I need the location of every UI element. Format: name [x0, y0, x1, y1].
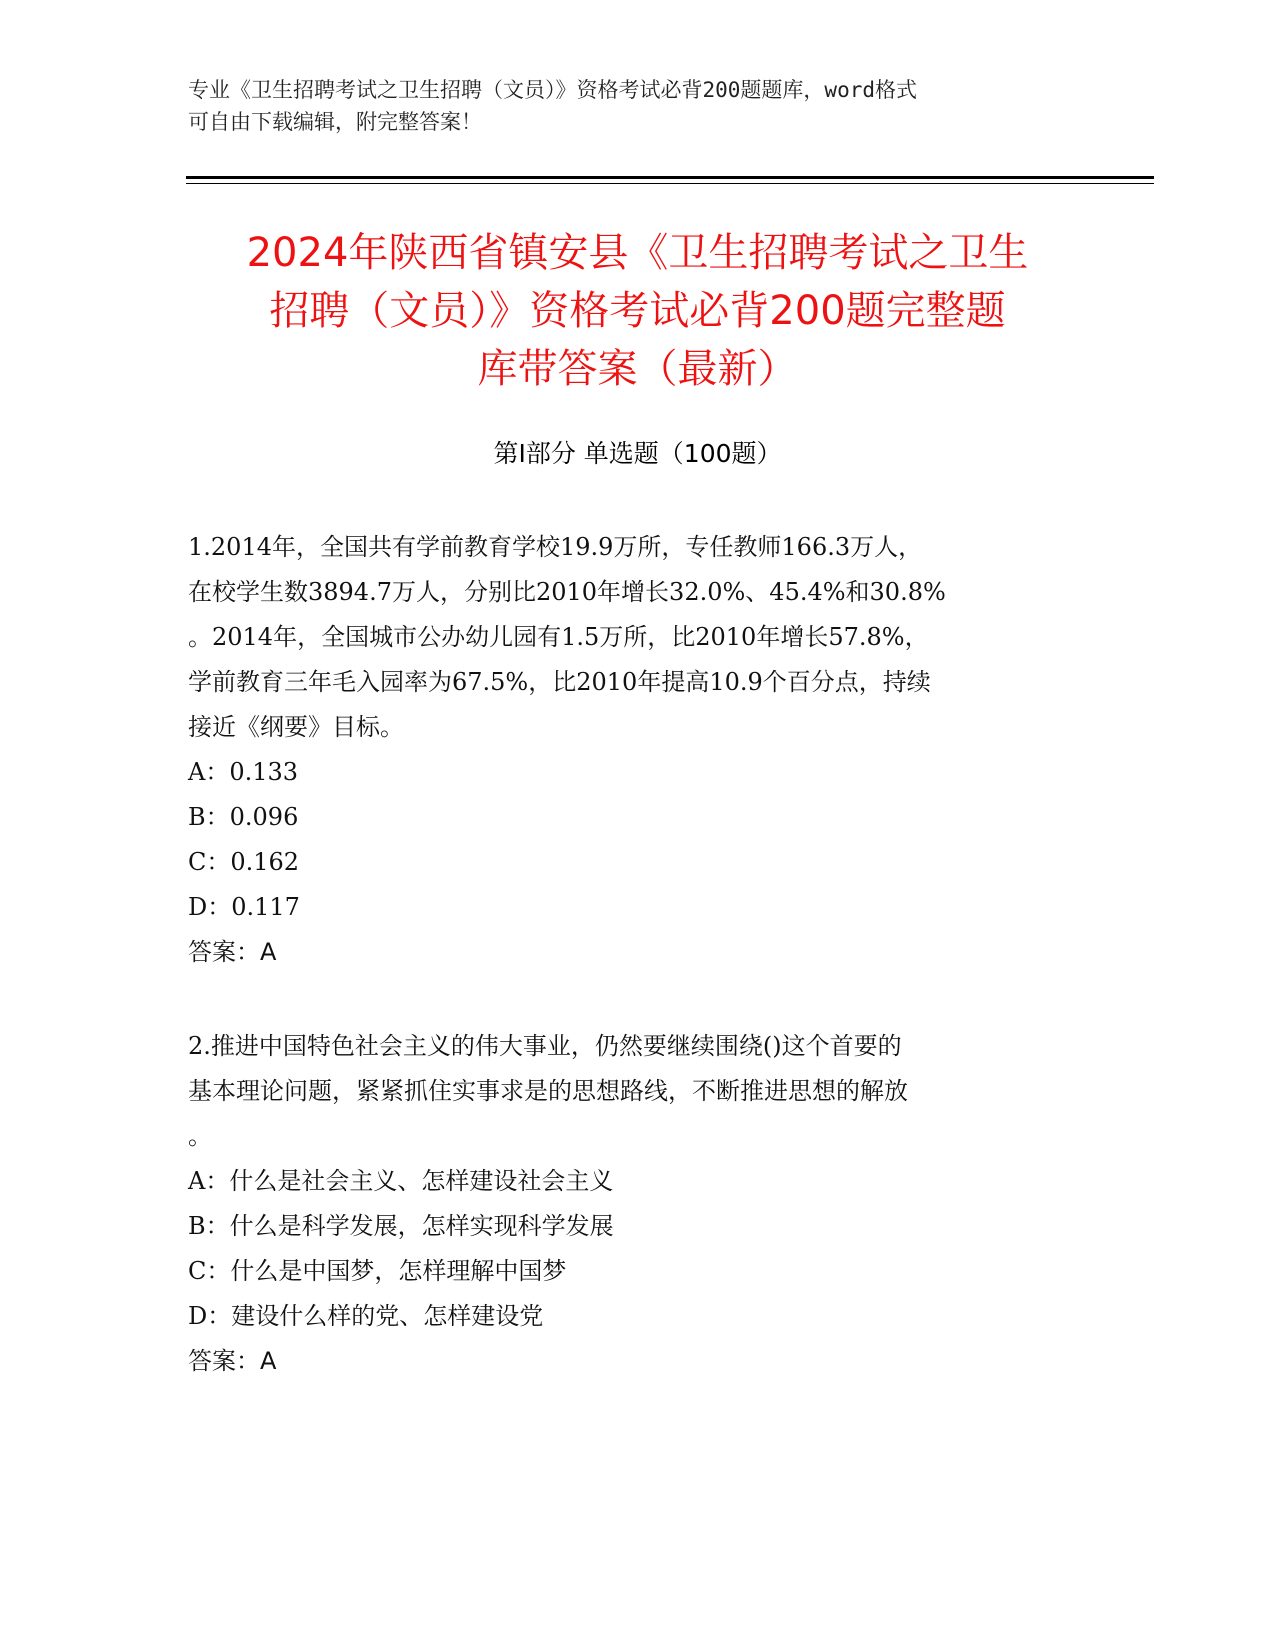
option-c: C：什么是中国梦，怎样理解中国梦	[188, 1257, 567, 1285]
title-line-3: 库带答案（最新）	[477, 346, 798, 392]
option-b: B：0.096	[188, 803, 299, 831]
question-stem-line: 学前教育三年毛入园率为67.5%，比2010年提高10.9个百分点，持续	[188, 668, 931, 696]
document-title	[150, 224, 1125, 398]
option-d: D：建设什么样的党、怎样建设党	[188, 1302, 544, 1330]
header-divider-thin	[186, 183, 1154, 184]
option-c: C：0.162	[188, 848, 300, 876]
question-stem-line: 在校学生数3894.7万人，分别比2010年增长32.0%、45.4%和30.8%	[188, 578, 946, 606]
question-stem-line: 。2014年，全国城市公办幼儿园有1.5万所，比2010年增长57.8%，	[188, 623, 929, 651]
question-stem-line: 2.推进中国特色社会主义的伟大事业，仍然要继续围绕()这个首要的	[188, 1032, 902, 1060]
title-line-2: 招聘（文员）》资格考试必背200题完整题	[269, 288, 1006, 334]
title-line-1: 2024年陕西省镇安县《卫生招聘考试之卫生	[246, 230, 1029, 276]
question-2	[188, 1024, 1088, 1384]
answer-text: 答案：A	[188, 938, 277, 966]
header-note	[188, 74, 1078, 138]
option-a: A：0.133	[188, 758, 299, 786]
header-note-line-2: 可自由下载编辑，附完整答案！	[188, 110, 482, 134]
header-divider-thick	[186, 176, 1154, 179]
question-1	[188, 525, 1088, 975]
option-a: A：什么是社会主义、怎样建设社会主义	[188, 1167, 614, 1195]
header-note-line-1: 专业《卫生招聘考试之卫生招聘（文员）》资格考试必背200题题库，word格式	[188, 78, 917, 102]
question-stem-line: 接近《纲要》目标。	[188, 713, 404, 741]
answer-text: 答案：A	[188, 1347, 277, 1375]
question-stem-line: 基本理论问题，紧紧抓住实事求是的思想路线，不断推进思想的解放	[188, 1077, 908, 1105]
option-b: B：什么是科学发展，怎样实现科学发展	[188, 1212, 614, 1240]
question-stem-line: 。	[188, 1122, 212, 1150]
section-heading: 第Ⅰ部分 单选题（100题）	[493, 439, 782, 468]
question-stem-line: 1.2014年，全国共有学前教育学校19.9万所，专任教师166.3万人，	[188, 533, 923, 561]
option-d: D：0.117	[188, 893, 300, 921]
